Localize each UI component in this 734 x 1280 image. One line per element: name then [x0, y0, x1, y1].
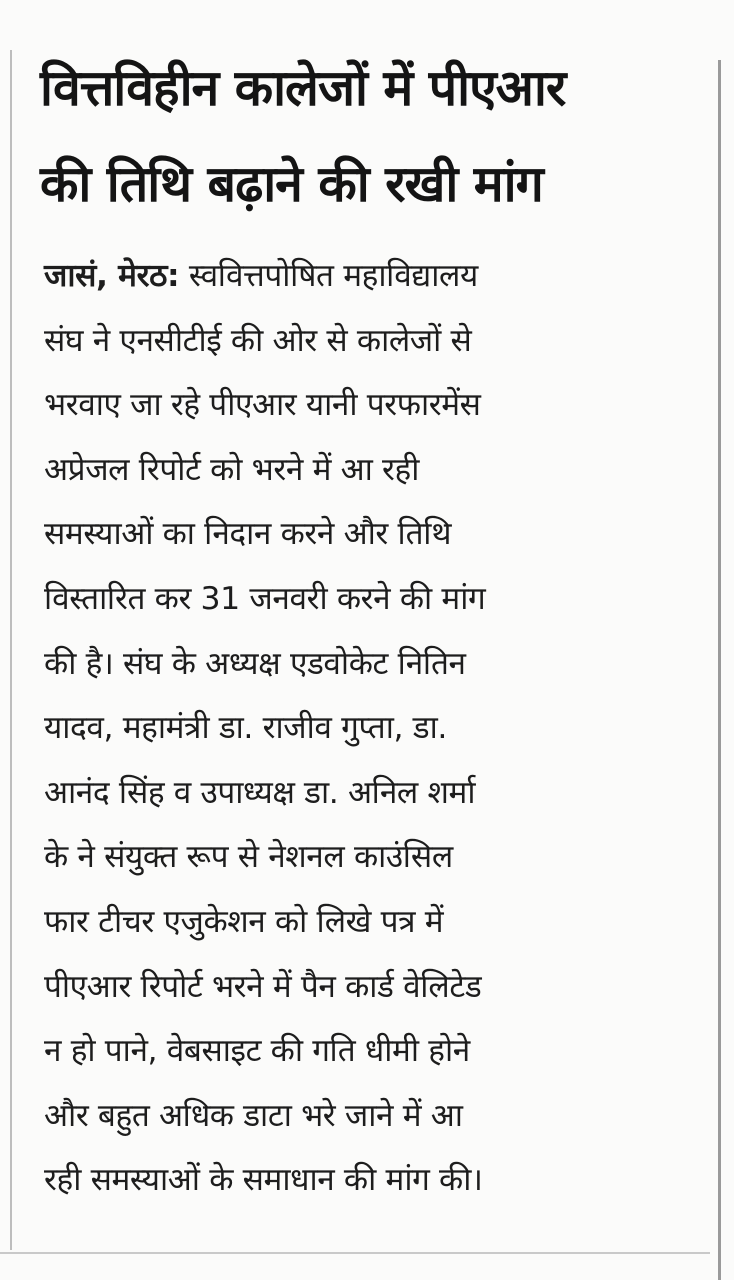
headline-line-2: की तिथि बढ़ाने की रखी मांग	[40, 155, 543, 213]
body-line: पीएआर रिपोर्ट भरने में पैन कार्ड वेलिटेड	[44, 968, 482, 1005]
article-body	[44, 244, 704, 1213]
column-divider-left	[10, 50, 12, 1250]
dateline: जासं, मेरठ:	[44, 258, 180, 294]
headline-line-1: वित्तविहीन कालेजों में पीएआर	[40, 59, 566, 117]
body-line: संघ ने एनसीटीई की ओर से कालेजों से	[44, 322, 472, 359]
body-line: के ने संयुक्त रूप से नेशनल काउंसिल	[44, 839, 453, 876]
body-line: न हो पाने, वेबसाइट की गति धीमी होने	[44, 1033, 470, 1070]
body-line: समस्याओं का निदान करने और तिथि	[44, 516, 452, 553]
body-line: यादव, महामंत्री डा. राजीव गुप्ता, डा.	[44, 710, 447, 747]
body-line: विस्तारित कर 31 जनवरी करने की मांग	[44, 580, 486, 617]
body-line	[44, 244, 478, 309]
body-line: फार टीचर एजुकेशन को लिखे पत्र में	[44, 903, 444, 940]
body-line: अप्रेजल रिपोर्ट को भरने में आ रही	[44, 451, 420, 488]
column-divider-right	[718, 60, 721, 1280]
body-line: आनंद सिंह व उपाध्यक्ष डा. अनिल शर्मा	[44, 774, 476, 811]
bottom-divider	[0, 1252, 710, 1254]
body-line: और बहुत अधिक डाटा भरे जाने में आ	[44, 1097, 463, 1134]
body-line: भरवाए जा रहे पीएआर यानी परफारमेंस	[44, 387, 481, 424]
body-line-text: स्ववित्तपोषित महाविद्यालय	[188, 258, 478, 294]
body-line: की है। संघ के अध्यक्ष एडवोकेट नितिन	[44, 645, 466, 682]
article-headline	[40, 40, 700, 232]
body-line: रही समस्याओं के समाधान की मांग की।	[44, 1162, 483, 1199]
